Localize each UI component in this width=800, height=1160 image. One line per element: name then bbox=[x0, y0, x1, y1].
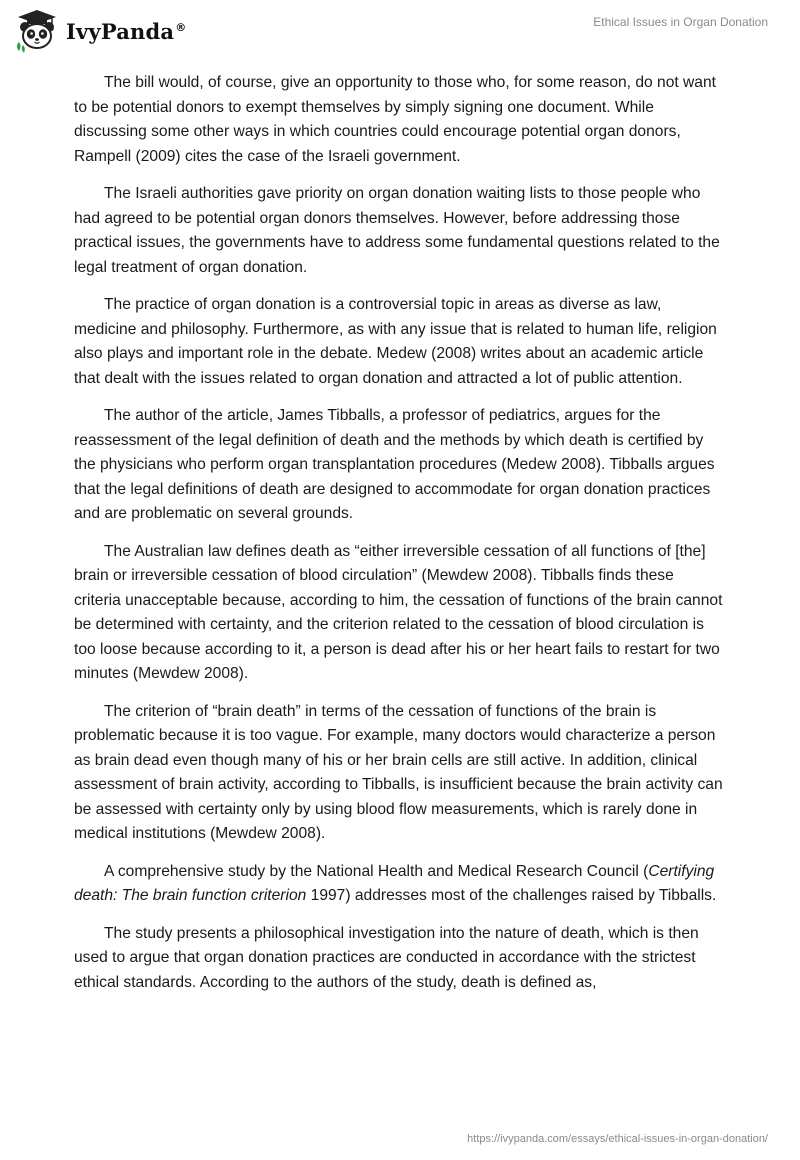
source-url-link[interactable]: https://ivypanda.com/essays/ethical-issues-in-organ-donation/ bbox=[467, 1133, 768, 1145]
panda-logo-icon bbox=[14, 8, 60, 54]
paragraph: The study presents a philosophical investigation into the nature of death, which is then used to argue that organ donation practices are conducted in accordance with the strictest ethical standards. According to the authors of the study, death is defined as, bbox=[74, 924, 699, 991]
paragraph bbox=[74, 860, 724, 909]
registered-mark: ® bbox=[175, 20, 187, 34]
page-header bbox=[0, 0, 800, 64]
logo-wordmark: IvyPanda® bbox=[66, 18, 187, 44]
paragraph: The practice of organ donation is a controversial topic in areas as diverse as law, medicine and philosophy. Furthermore, as with any issue that is related to human life, religion also plays and important role in the debate. Medew (2008) writes about an academic article that dealt with the issues related to organ donation and attracted a lot of public attention. bbox=[74, 296, 717, 387]
paragraph-text: A comprehensive study by the National Health and Medical Research Council ( bbox=[104, 862, 649, 880]
paragraph: The Australian law defines death as “either irreversible cessation of all functions of [the] brain or irreversible cessation of blood circulation” (Mewdew 2008). Tibballs finds these criteria unacceptable because, according to him, the cessation of functions of the brain cannot be determined with certainty, and the criterion related to the cessation of blood circulation is too loose because according to it, a person is dead after his or her heart fails to restart for two minutes (Mewdew 2008). bbox=[74, 542, 723, 682]
paragraph: The bill would, of course, give an opportunity to those who, for some reason, do not want to be potential donors to exempt themselves by simply signing one document. While discussing some other ways in which countries could encourage potential organ donors, Rampell (2009) cites the case of the Israeli government. bbox=[74, 74, 716, 165]
essay-body bbox=[74, 71, 724, 1008]
document-title: Ethical Issues in Organ Donation bbox=[593, 15, 768, 29]
paragraph: The Israeli authorities gave priority on organ donation waiting lists to those people who had agreed to be potential organ donors themselves. However, before addressing those practical issues, the governments have to address some fundamental questions related to the legal treatment of organ donation. bbox=[74, 185, 720, 276]
ivypanda-logo[interactable] bbox=[14, 8, 186, 54]
cited-title: Certifying death: The brain function criterion bbox=[74, 862, 715, 904]
paragraph: The criterion of “brain death” in terms of the cessation of functions of the brain is problematic because it is too vague. For example, many doctors would characterize a person as brain dead even though many of his or her brain cells are still active. In addition, clinical assessment of brain activity, according to Tibballs, is insufficient because the brain activity can be assessed with certainty only by using blood flow measurements, which is rarely done in medical institutions (Mewdew 2008). bbox=[74, 702, 723, 842]
paragraph-text: 1997) addresses most of the challenges raised by Tibballs. bbox=[306, 887, 717, 904]
paragraph: The author of the article, James Tibballs, a professor of pediatrics, argues for the reassessment of the legal definition of death and the methods by which death is certified by the physicians who perform organ transplantation procedures (Medew 2008). Tibballs argues that the legal definitions of death are designed to accommodate for organ donation practices and are problematic on several grounds. bbox=[74, 407, 715, 522]
